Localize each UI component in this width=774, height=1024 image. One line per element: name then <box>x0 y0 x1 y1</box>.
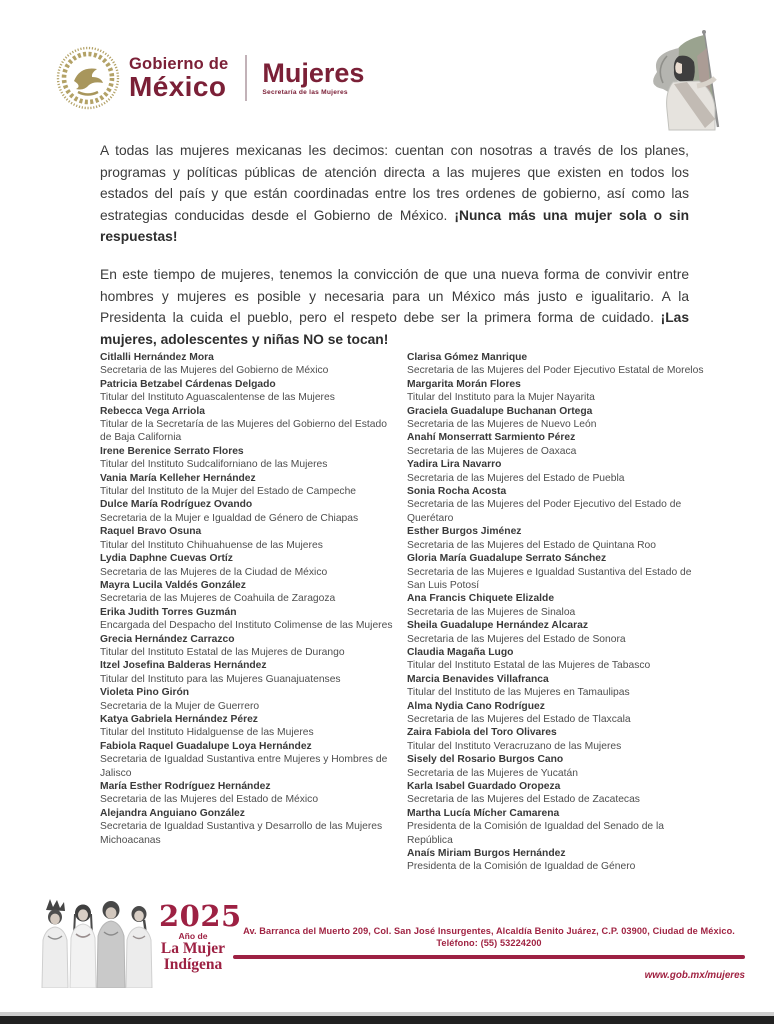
directory-entry <box>407 351 708 378</box>
person-role: Titular del Instituto de las Mujeres en Tamaulipas <box>407 687 630 699</box>
bottom-strip-dark <box>0 1016 774 1024</box>
brand-line1: Gobierno de <box>129 54 229 73</box>
directory-entry <box>100 807 398 847</box>
directory-entry <box>100 713 398 740</box>
person-role: Secretaria de las Mujeres del Estado de Quintana Roo <box>407 539 656 551</box>
person-name: Itzel Josefina Balderas Hernández <box>100 660 267 672</box>
directory-entry <box>100 351 398 378</box>
directory-entry <box>407 458 708 485</box>
directory-entry <box>407 753 708 780</box>
directory-entry <box>100 606 398 633</box>
person-role: Titular del Instituto de la Mujer del Estado de Campeche <box>100 486 357 498</box>
directory-entry <box>407 485 708 525</box>
person-role: Secretaria de las Mujeres del Poder Ejecutivo del Estado de Querétaro <box>407 499 682 524</box>
org-subtitle: Secretaría de las Mujeres <box>262 89 348 96</box>
directory-entry <box>407 592 708 619</box>
brand-line2: México <box>129 70 227 102</box>
directory-entry <box>100 525 398 552</box>
footer-rule <box>233 955 745 959</box>
directory-entry <box>100 378 398 405</box>
person-role: Secretaria de la Mujer de Guerrero <box>100 700 260 712</box>
person-role: Secretaria de las Mujeres de Sinaloa <box>407 606 576 618</box>
campaign-title-line1: La Mujer <box>160 940 226 957</box>
person-name: Vania María Kelleher Hernández <box>100 472 256 484</box>
statement-text <box>100 140 689 350</box>
directory-entry <box>407 405 708 432</box>
directory-entry <box>100 445 398 472</box>
campaign-year: 2025 <box>159 899 242 933</box>
person-name: Patricia Betzabel Cárdenas Delgado <box>100 378 276 390</box>
person-name: Dulce María Rodríguez Ovando <box>100 499 253 511</box>
person-name: Margarita Morán Flores <box>407 378 521 390</box>
directory-entry <box>100 740 398 780</box>
directory-entry <box>100 780 398 807</box>
person-role: Secretaria de las Mujeres del Estado de Puebla <box>407 472 625 484</box>
directory-column-right <box>407 351 708 874</box>
person-name: Alma Nydia Cano Rodríguez <box>407 700 545 712</box>
website-link[interactable]: www.gob.mx/mujeres <box>644 969 745 981</box>
person-name: Anahí Monserratt Sarmiento Pérez <box>407 432 576 444</box>
person-role: Secretaria de Igualdad Sustantiva entre Mujeres y Hombres de Jalisco <box>100 754 388 779</box>
person-role: Secretaria de las Mujeres e Igualdad Sustantiva del Estado de San Luis Potosí <box>407 566 692 591</box>
person-role: Presidenta de la Comisión de Igualdad del Senado de la República <box>407 821 665 846</box>
person-role: Secretaria de la Mujer e Igualdad de Género de Chiapas <box>100 512 359 524</box>
person-role: Titular del Instituto para la Mujer Nayarita <box>407 392 595 404</box>
person-name: Yadira Lira Navarro <box>407 459 502 471</box>
person-role: Secretaria de las Mujeres del Poder Ejecutivo Estatal de Morelos <box>407 365 704 377</box>
directory-entry <box>407 552 708 592</box>
directory-entry <box>100 579 398 606</box>
directory-entry <box>407 700 708 727</box>
person-name: Ana Francis Chiquete Elizalde <box>407 593 555 605</box>
person-role: Titular del Instituto Veracruzano de las Mujeres <box>407 740 622 752</box>
brand-divider <box>245 55 247 101</box>
campaign-2025-lockup <box>159 899 242 973</box>
person-name: Zaira Fabiola del Toro Olivares <box>407 727 557 739</box>
person-name: Erika Judith Torres Guzmán <box>100 606 237 618</box>
indigenous-women-photo <box>38 896 160 988</box>
person-name: Claudia Magaña Lugo <box>407 646 514 658</box>
person-role: Secretaria de las Mujeres de Oaxaca <box>407 445 577 457</box>
directory-entry <box>100 633 398 660</box>
directory-entry <box>407 619 708 646</box>
directory-entry <box>407 847 708 874</box>
person-name: Marcia Benavides Villafranca <box>407 673 549 685</box>
person-name: Irene Berenice Serrato Flores <box>100 445 244 457</box>
person-name: Mayra Lucila Valdés González <box>100 579 246 591</box>
directory-entry <box>100 552 398 579</box>
person-role: Secretaria de las Mujeres del Estado de México <box>100 794 319 806</box>
directory-column-left <box>100 351 398 874</box>
person-role: Titular del Instituto Estatal de las Mujeres de Tabasco <box>407 660 651 672</box>
org-name: Mujeres <box>262 58 365 88</box>
person-name: Esther Burgos Jiménez <box>407 526 522 538</box>
directory-entry <box>407 673 708 700</box>
person-name: Alejandra Anguiano González <box>100 807 245 819</box>
person-name: Grecia Hernández Carrazco <box>100 633 235 645</box>
paragraph-1 <box>100 140 689 248</box>
address-line: Av. Barranca del Muerto 209, Col. San José Insurgentes, Alcaldía Benito Juárez, C.P. 03900, Ciudad de México. Teléfono: (55) 53224200 <box>243 926 735 948</box>
person-role: Presidenta de la Comisión de Igualdad de Género <box>407 861 636 873</box>
person-role: Titular del Instituto Hidalguense de las Mujeres <box>100 727 314 739</box>
person-role: Secretaria de las Mujeres del Estado de Zacatecas <box>407 794 640 806</box>
footer-contact-block <box>233 925 745 981</box>
paragraph-2-text: En este tiempo de mujeres, tenemos la convicción de que una nueva forma de convivir entre hombres y mujeres es posible y necesaria para un México más justo e igualitario. A la Presidenta la cuida el pueblo, pero el respeto debe ser la primera forma de cuidado. <box>100 266 689 326</box>
directory-entry <box>100 686 398 713</box>
person-name: Lydia Daphne Cuevas Ortíz <box>100 553 233 565</box>
person-role: Secretaria de las Mujeres del Gobierno de México <box>100 365 329 377</box>
signatories-directory <box>100 351 708 874</box>
directory-entry <box>100 472 398 499</box>
directory-entry <box>407 431 708 458</box>
person-name: Anaís Miriam Burgos Hernández <box>407 848 566 860</box>
directory-entry <box>407 807 708 847</box>
government-brand <box>56 46 364 110</box>
person-role: Secretaria de las Mujeres de Yucatán <box>407 767 578 779</box>
directory-entry <box>407 646 708 673</box>
person-name: Rebecca Vega Arriola <box>100 405 205 417</box>
person-role: Titular del Instituto Sudcaliforniano de las Mujeres <box>100 459 328 471</box>
person-name: Sonia Rocha Acosta <box>407 486 507 498</box>
person-role: Secretaria de Igualdad Sustantiva y Desarrollo de las Mujeres Michoacanas <box>100 821 383 846</box>
paragraph-2 <box>100 264 689 350</box>
person-name: Fabiola Raquel Guadalupe Loya Hernández <box>100 740 312 752</box>
person-role: Titular del Instituto Aguascalentense de las Mujeres <box>100 392 335 404</box>
person-name: Katya Gabriela Hernández Pérez <box>100 713 258 725</box>
woman-with-flag-illustration <box>626 26 748 132</box>
person-role: Titular del Instituto para las Mujeres Guanajuatenses <box>100 673 341 685</box>
person-role: Titular de la Secretaría de las Mujeres del Gobierno del Estado de Baja California <box>100 419 387 444</box>
paragraph-1-text: A todas las mujeres mexicanas les decimos: cuentan con nosotras a través de los planes, programas y políticas públicas de atención directa a las mujeres que existen en todos los estados del país y que están coordinadas entre los tres ordenes de gobierno, así como las estrategias conducidas desde el Gobierno de México. <box>100 143 689 223</box>
paragraph-1-slogan: ¡Nunca más una mujer sola o sin respuestas! <box>100 207 689 245</box>
person-name: María Esther Rodríguez Hernández <box>100 781 271 792</box>
campaign-title-line2: Indígena <box>163 956 223 973</box>
person-role: Secretaria de las Mujeres del Estado de Tlaxcala <box>407 713 631 725</box>
person-role: Titular del Instituto Chihuahuense de las Mujeres <box>100 539 323 551</box>
person-role: Secretaria de las Mujeres de Nuevo León <box>407 419 597 431</box>
person-name: Raquel Bravo Osuna <box>100 526 202 538</box>
directory-entry <box>100 498 398 525</box>
secretaria-mujeres-wordmark <box>262 60 364 96</box>
person-name: Clarisa Gómez Manrique <box>407 352 528 363</box>
person-role: Secretaria de las Mujeres de Coahuila de Zaragoza <box>100 593 336 605</box>
person-name: Martha Lucía Mícher Camarena <box>407 807 560 819</box>
person-name: Sisely del Rosario Burgos Cano <box>407 754 564 766</box>
person-name: Karla Isabel Guardado Oropeza <box>407 781 561 792</box>
directory-entry <box>407 780 708 807</box>
directory-entry <box>407 726 708 753</box>
person-role: Titular del Instituto Estatal de las Mujeres de Durango <box>100 646 345 658</box>
person-role: Secretaria de las Mujeres de la Ciudad de México <box>100 566 328 578</box>
person-name: Sheila Guadalupe Hernández Alcaraz <box>407 620 589 632</box>
person-name: Gloria María Guadalupe Serrato Sánchez <box>407 553 607 565</box>
directory-entry <box>407 378 708 405</box>
directory-entry <box>100 405 398 445</box>
person-role: Encargada del Despacho del Instituto Colimense de las Mujeres <box>100 620 393 632</box>
campaign-subtitle: Año de <box>178 931 208 941</box>
gobierno-de-mexico-wordmark <box>129 56 228 101</box>
person-role: Secretaria de las Mujeres del Estado de Sonora <box>407 633 626 645</box>
mexico-coat-of-arms-icon <box>56 46 120 110</box>
paragraph-2-slogan: ¡Las mujeres, adolescentes y niñas NO se tocan! <box>100 310 689 347</box>
person-name: Citlalli Hernández Mora <box>100 352 214 363</box>
person-name: Graciela Guadalupe Buchanan Ortega <box>407 405 593 417</box>
directory-entry <box>407 525 708 552</box>
directory-entry <box>100 659 398 686</box>
person-name: Violeta Pino Girón <box>100 687 190 699</box>
